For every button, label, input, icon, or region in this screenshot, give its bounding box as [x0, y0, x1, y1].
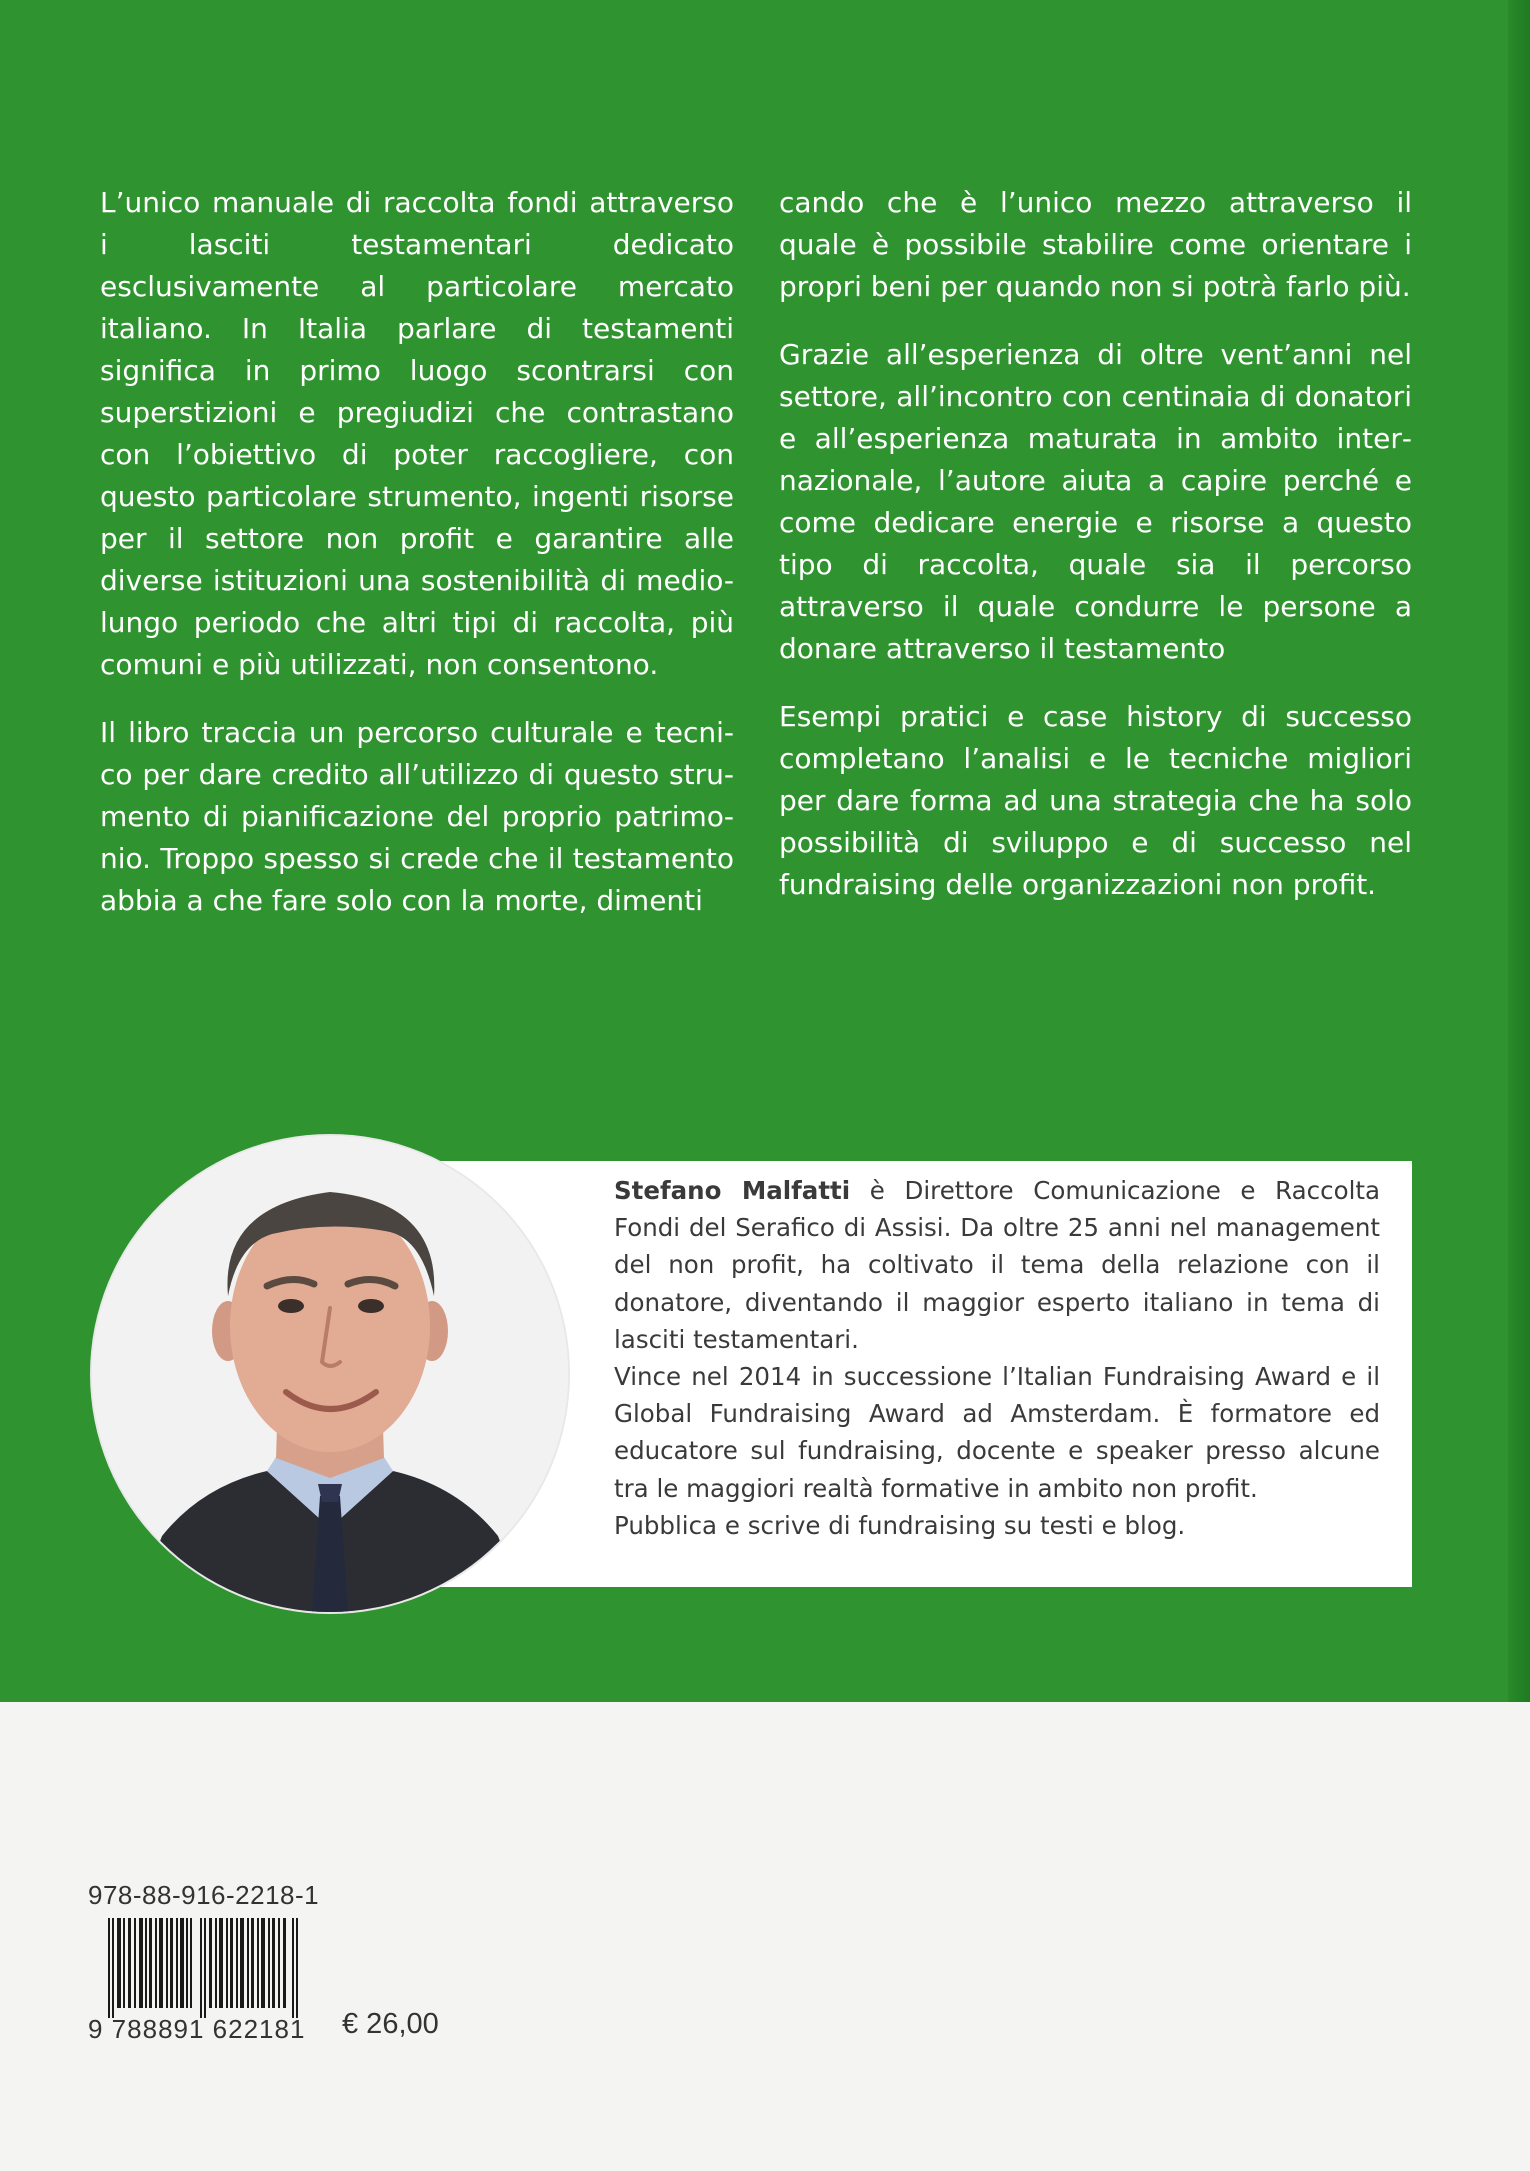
left-paragraph-1: L’unico manuale di raccolta fondi attraverso i lasciti testamentari dedicato esclusivamente al particolare mercato italiano. In Italia parlare di testamenti significa in primo luogo scontrarsi con superstizioni e pregiudizi che contrastano con l’obiettivo di poter raccogliere, con questo particolare strumento, ingenti risorse per il settore non profit e garantire alle diverse istituzioni una sostenibilità di medio-lungo periodo che altri tipi di raccolta, più comuni e più utilizzati, non consentono.: [100, 186, 734, 681]
left-text-column: [100, 182, 734, 948]
author-bio: [614, 1172, 1380, 1544]
right-paragraph-2: Grazie all’esperienza di oltre vent’anni nel settore, all’incontro con centinaia di donatori e all’esperienza maturata in ambito internazionale, l’autore aiuta a capire perché e come dedicare energie e risorse a questo tipo di raccolta, quale sia il percorso attraverso il quale condurre le persone a donare attraverso il testamento: [779, 338, 1412, 665]
left-paragraph-2: Il libro traccia un percorso culturale e tecnico per dare credito all’utilizzo di questo strumento di pianificazione del proprio patrimonio. Troppo spesso si crede che il testamento abbia a che fare solo con la morte, dimenti: [100, 716, 734, 917]
right-text-column: [779, 182, 1412, 932]
right-paragraph-1: cando che è l’unico mezzo attraverso il quale è possibile stabilire come orientare i propri beni per quando non si potrà farlo più.: [779, 186, 1412, 303]
author-bio-paragraph-3: Pubblica e scrive di fundraising su testi e blog.: [614, 1510, 1186, 1540]
barcode-icon: [108, 1918, 300, 2018]
isbn-number: 978-88-916-2218-1: [88, 1880, 320, 1910]
barcode-digits: 9 788891 622181: [88, 2014, 306, 2044]
author-photo: [92, 1136, 568, 1612]
author-bio-paragraph-1: [614, 1172, 1380, 1358]
price-label: € 26,00: [342, 2008, 439, 2040]
author-bio-paragraph-2: Vince nel 2014 in successione l’Italian Fundraising Award e il Global Fundraising Award ad Amsterdam. È formatore ed educatore sul fundraising, docente e speaker presso alcune tra le maggiori realtà formative in ambito non profit.: [614, 1362, 1380, 1503]
author-name: Stefano Malfatti: [614, 1176, 851, 1205]
author-portrait-icon: [92, 1136, 568, 1612]
right-paragraph-3: Esempi pratici e case history di successo completano l’analisi e le tecniche migliori per dare forma ad una strategia che ha solo possibilità di sviluppo e di successo nel fundraising delle organizzazioni non profit.: [779, 700, 1412, 901]
author-bio-text-1: è Direttore Comunicazione e Raccolta Fondi del Serafico di Assisi. Da oltre 25 anni nel management del non profit, ha coltivato il tema della relazione con il donatore, diventando il maggior esperto italiano in tema di lasciti testamentari.: [614, 1176, 1380, 1354]
spine-edge: [1508, 0, 1530, 1702]
